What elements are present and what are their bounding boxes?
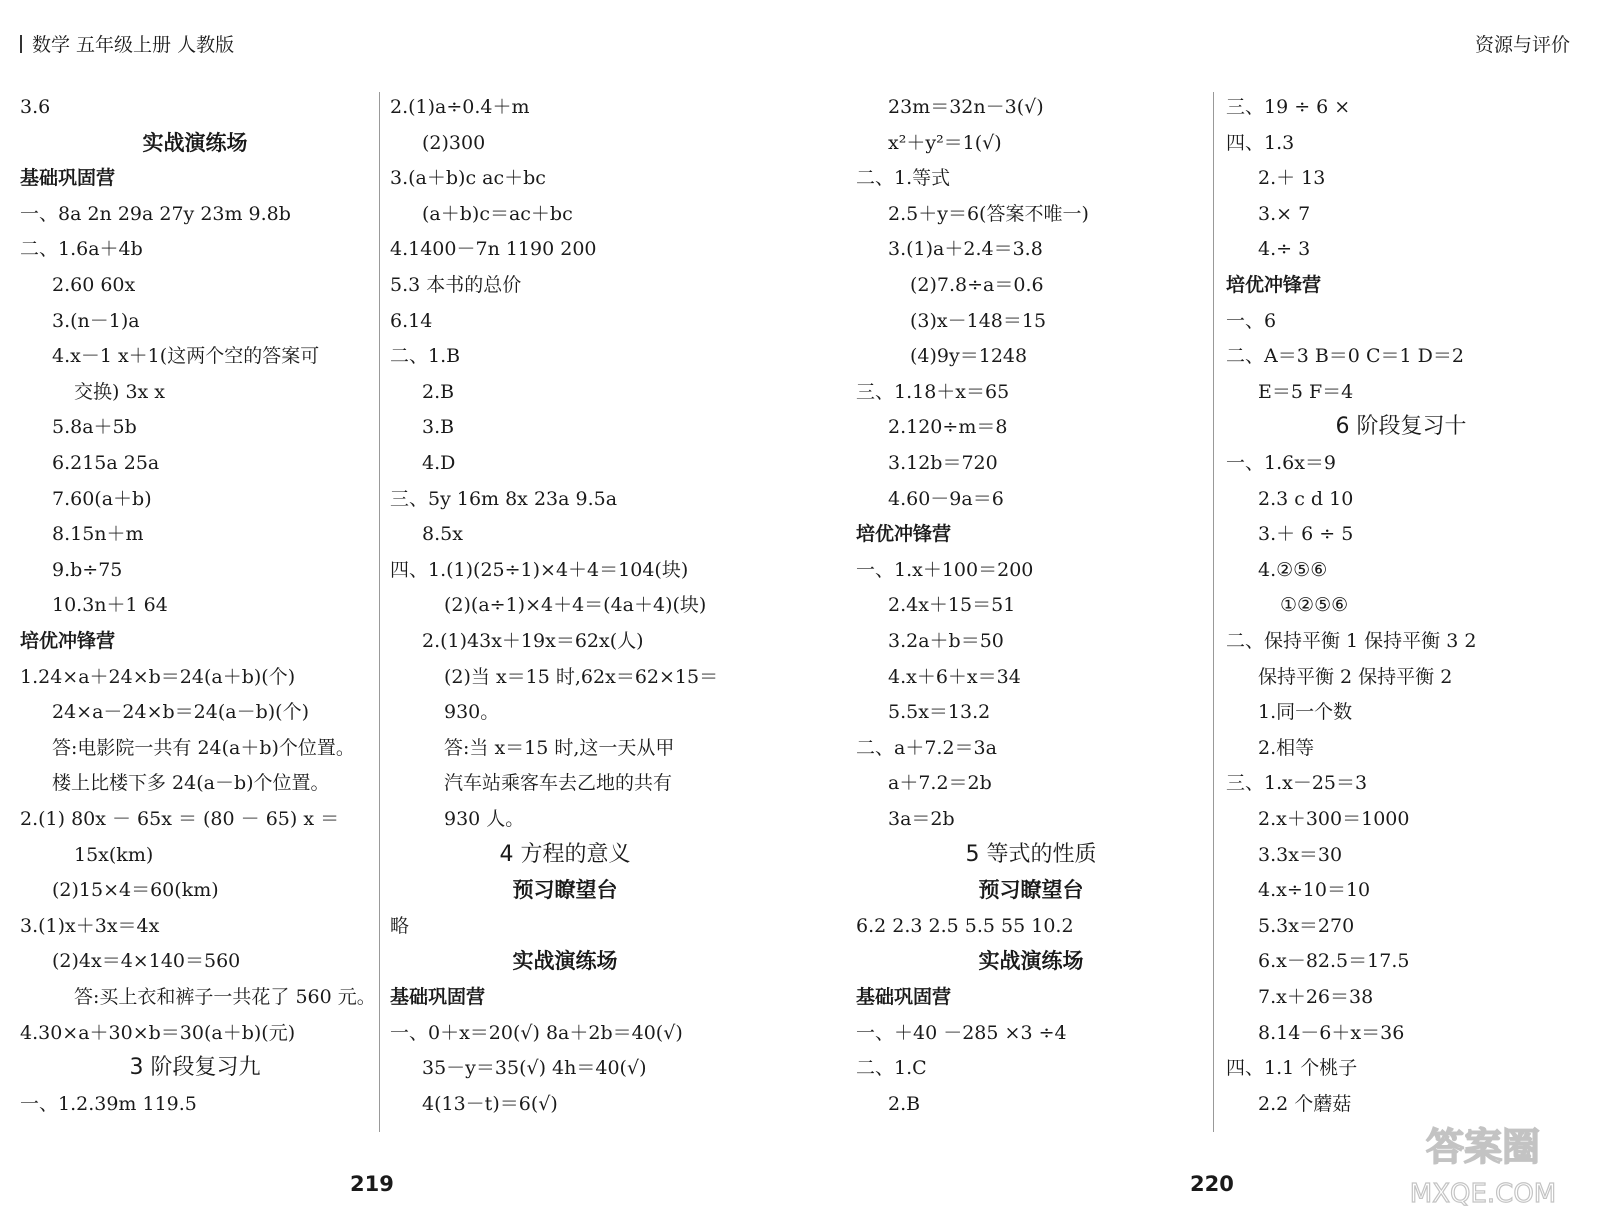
answer-line: 楼上比楼下多 24(a－b)个位置。 [52, 772, 330, 795]
answer-line: 35－y＝35(√) 4h＝40(√) [422, 1057, 647, 1080]
answer-line: 4.÷ 3 [1258, 238, 1311, 261]
answer-line: 2.2 个蘑菇 [1258, 1092, 1352, 1115]
subsection-title: 实战演练场 [512, 949, 618, 974]
section-heading: 培优冲锋营 [20, 630, 116, 652]
answer-line: 3.(n－1)a [52, 309, 140, 332]
subsection-title: 预习瞭望台 [978, 878, 1084, 903]
chapter-title: 6 阶段复习十 [1335, 414, 1467, 440]
answer-line: 保持平衡 2 保持平衡 2 [1258, 665, 1453, 688]
answer-line: (2)15×4＝60(km) [52, 879, 219, 902]
section-heading: 基础巩固营 [390, 986, 486, 1008]
answer-line: 二、a＋7.2＝3a [856, 736, 997, 759]
subsection-title: 预习瞭望台 [512, 878, 618, 903]
answer-line: 2.(1) 80x － 65x ＝ (80 － 65) x ＝ [20, 808, 340, 830]
section-heading: 培优冲锋营 [856, 523, 952, 546]
answer-line: 一、＋40 －285 ×3 ÷4 [856, 1021, 1067, 1044]
answer-line: 1.同一个数 [1258, 701, 1353, 724]
answer-line: 三、19 ÷ 6 × [1226, 96, 1351, 118]
answer-line: 7.x＋26＝38 [1258, 986, 1374, 1008]
answer-line: 3.(a＋b)c ac＋bc [390, 167, 546, 190]
answer-line: 3.＋ 6 ÷ 5 [1258, 523, 1354, 546]
answer-line: 答:电影院一共有 24(a＋b)个位置。 [52, 736, 355, 759]
answer-line: 4.②⑤⑥ [1258, 558, 1328, 581]
answer-line: 15x(km) [74, 843, 154, 866]
column-divider [1213, 92, 1214, 1132]
answer-line: 2.(1)43x＋19x＝62x(人) [422, 630, 644, 652]
watermark-text: 答案圈 [1425, 1125, 1541, 1169]
answer-line: 6.2 2.3 2.5 5.5 55 10.2 [856, 914, 1074, 937]
answer-line: 2.3 c d 10 [1258, 487, 1354, 510]
answer-line: 2.x＋300＝1000 [1258, 808, 1410, 830]
answer-line: 930。 [444, 701, 500, 724]
answer-line: 5.5x＝13.2 [888, 701, 991, 724]
answer-line: 930 人。 [444, 808, 525, 830]
answer-line: 二、1.C [856, 1057, 927, 1080]
answer-line: 汽车站乘客车去乙地的共有 [444, 772, 673, 795]
answer-line: 5.3 本书的总价 [390, 274, 522, 296]
answer-line: 6.x－82.5＝17.5 [1258, 950, 1410, 973]
header-rule [20, 35, 22, 53]
answer-line: 3.× 7 [1258, 202, 1311, 225]
answer-line: 三、5y 16m 8x 23a 9.5a [390, 487, 618, 510]
answer-line: (a＋b)c＝ac＋bc [422, 202, 573, 225]
answer-line: 一、8a 2n 29a 27y 23m 9.8b [20, 202, 291, 225]
subsection-title: 实战演练场 [978, 949, 1084, 974]
answer-line: 三、1.x－25＝3 [1226, 772, 1368, 795]
answer-line: 1.24×a＋24×b＝24(a＋b)(个) [20, 665, 296, 688]
answer-line: a＋7.2＝2b [888, 772, 992, 795]
answer-line: 2.120÷m＝8 [888, 416, 1008, 439]
answer-line: 8.5x [422, 523, 463, 546]
answer-line: 3.(1)a＋2.4＝3.8 [888, 238, 1043, 261]
chapter-title: 4 方程的意义 [499, 841, 631, 867]
chapter-title: 3 阶段复习九 [129, 1055, 261, 1081]
answer-line: 一、1.x＋100＝200 [856, 558, 1034, 581]
answer-line: 一、1.2.39m 119.5 [20, 1092, 197, 1115]
answer-line: (3)x－148＝15 [910, 309, 1047, 332]
answer-line: 4.30×a＋30×b＝30(a＋b)(元) [20, 1021, 296, 1044]
answer-line: 2.60 60x [52, 274, 136, 296]
answer-line: (2)当 x＝15 时,62x＝62×15＝ [444, 665, 719, 688]
answer-line: 一、6 [1226, 309, 1277, 332]
answer-line: 6.215a 25a [52, 452, 160, 474]
section-heading: 基础巩固营 [20, 167, 116, 190]
answer-line: 二、1.B [390, 345, 461, 368]
answer-line: 9.b÷75 [52, 558, 123, 581]
chapter-title: 5 等式的性质 [965, 841, 1097, 867]
answer-line: 8.14－6＋x＝36 [1258, 1021, 1405, 1044]
answer-line: 3a＝2b [888, 808, 955, 830]
answer-line: 10.3n＋1 64 [52, 594, 168, 617]
answer-line: (2)300 [422, 131, 486, 154]
answer-line: 3.6 [20, 96, 51, 118]
column-divider [379, 92, 380, 1132]
answer-line: 4.x÷10＝10 [1258, 879, 1371, 902]
answer-line: 6.14 [390, 309, 433, 332]
answer-line: 二、1.6a＋4b [20, 238, 143, 261]
answer-line: 4.1400－7n 1190 200 [390, 238, 597, 261]
answer-line: 3.12b＝720 [888, 452, 998, 474]
section-heading: 基础巩固营 [856, 986, 952, 1008]
answer-line: x²＋y²＝1(√) [888, 131, 1002, 154]
answer-line: 四、1.3 [1226, 131, 1295, 154]
answer-line: 2.4x＋15＝51 [888, 594, 1016, 617]
running-header-right: 资源与评价 [1474, 34, 1570, 56]
answer-line: 5.3x＝270 [1258, 914, 1355, 937]
watermark-logo [1398, 1112, 1568, 1212]
page-number-left: 219 [350, 1172, 394, 1196]
header-title: 数学 五年级上册 人教版 [32, 34, 235, 56]
answer-line: 4.60－9a＝6 [888, 487, 1004, 510]
answer-line: 答:当 x＝15 时,这一天从甲 [444, 736, 675, 759]
answer-line: 3.3x＝30 [1258, 843, 1343, 866]
answer-line: ①②⑤⑥ [1280, 594, 1349, 617]
answer-line: 二、保持平衡 1 保持平衡 3 2 [1226, 630, 1477, 652]
section-heading: 培优冲锋营 [1226, 274, 1322, 296]
answer-line: 二、A＝3 B＝0 C＝1 D＝2 [1226, 345, 1464, 368]
answer-line: 3.B [422, 416, 455, 439]
answer-line: 7.60(a＋b) [52, 487, 152, 510]
running-header-left [20, 30, 234, 57]
answer-line: 四、1.(1)(25÷1)×4＋4＝104(块) [390, 558, 689, 581]
answer-line: 二、1.等式 [856, 167, 951, 190]
answer-line: 4(13－t)＝6(√) [422, 1092, 558, 1115]
answer-line: 3.2a＋b＝50 [888, 630, 1004, 652]
answer-line: 23m＝32n－3(√) [888, 96, 1044, 118]
answer-line: 3.(1)x＋3x＝4x [20, 914, 160, 937]
answer-line: 一、0＋x＝20(√) 8a＋2b＝40(√) [390, 1021, 683, 1044]
subsection-title: 实战演练场 [142, 130, 248, 155]
answer-line: 四、1.1 个桃子 [1226, 1057, 1358, 1080]
answer-line: (2)(a÷1)×4＋4＝(4a＋4)(块) [444, 594, 707, 617]
answer-line: 2.＋ 13 [1258, 167, 1326, 190]
answer-line: 一、1.6x＝9 [1226, 452, 1337, 474]
answer-line: 4.D [422, 452, 456, 474]
answer-line: 2.B [888, 1092, 921, 1115]
answer-line: 三、1.18＋x＝65 [856, 380, 1010, 403]
answer-line: 8.15n＋m [52, 523, 144, 546]
answer-line: 24×a－24×b＝24(a－b)(个) [52, 701, 310, 724]
answer-line: 交换) 3x x [74, 380, 166, 403]
page-number-right: 220 [1190, 1172, 1234, 1196]
answer-line: 4.x＋6＋x＝34 [888, 665, 1021, 688]
answer-line: 2.(1)a÷0.4＋m [390, 96, 530, 118]
answer-line: (4)9y＝1248 [910, 345, 1028, 368]
answer-line: (2)7.8÷a＝0.6 [910, 274, 1044, 296]
answer-line: 2.相等 [1258, 736, 1315, 759]
answer-line: E＝5 F＝4 [1258, 380, 1354, 403]
answer-line: 2.B [422, 380, 455, 403]
watermark-url: MXQE.COM [1409, 1179, 1557, 1209]
answer-line: (2)4x＝4×140＝560 [52, 950, 241, 973]
answer-line: 略 [390, 914, 410, 937]
answer-line: 答:买上衣和裤子一共花了 560 元。 [74, 986, 376, 1008]
answer-line: 5.8a＋5b [52, 416, 137, 439]
answer-line: 2.5＋y＝6(答案不唯一) [888, 202, 1089, 225]
answer-line: 4.x－1 x＋1(这两个空的答案可 [52, 345, 320, 368]
